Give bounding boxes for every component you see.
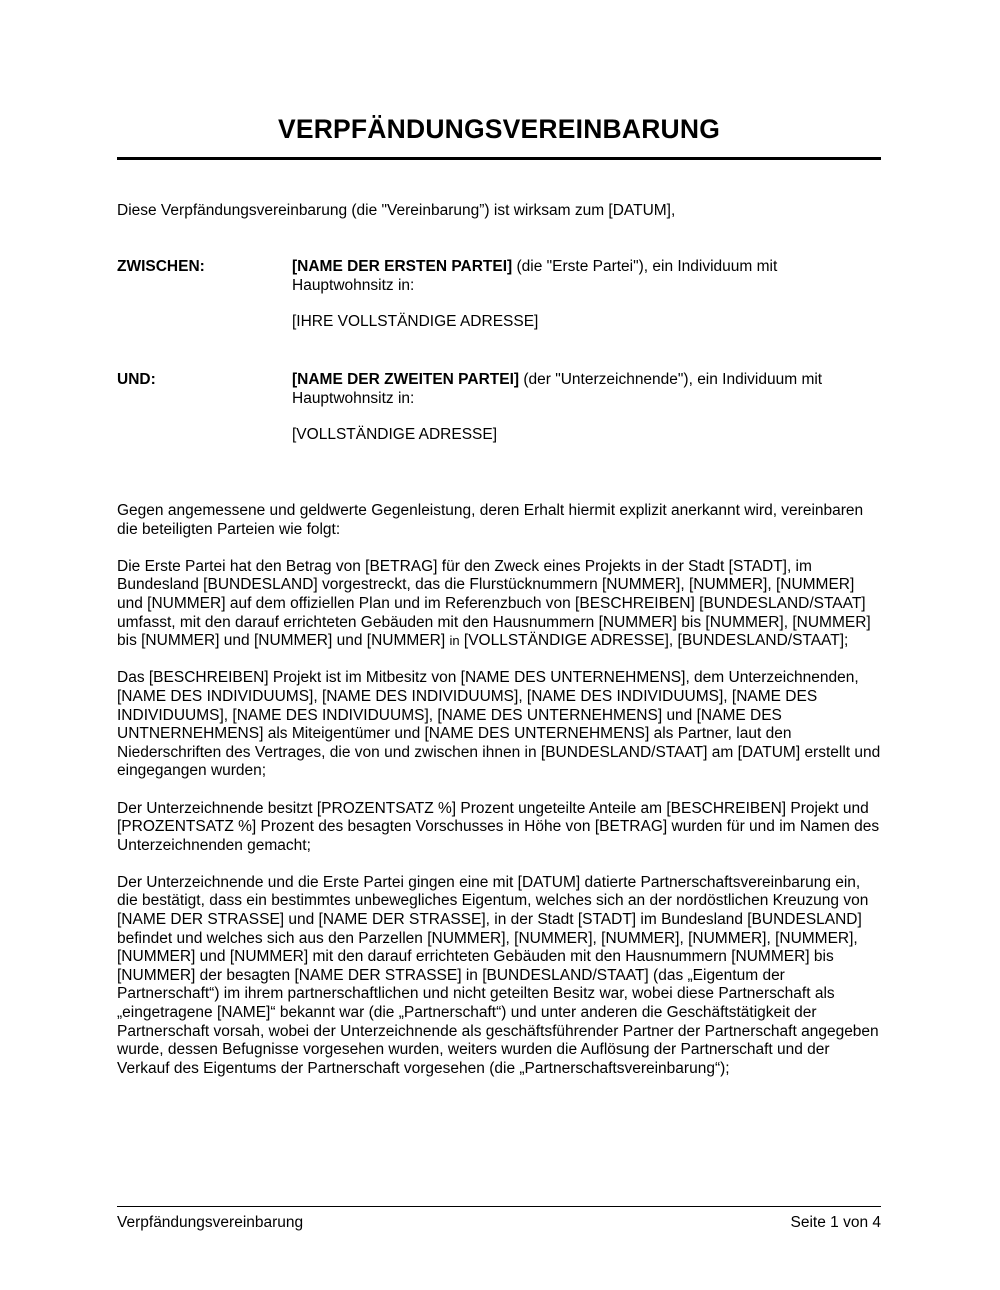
- first-party-name: [NAME DER ERSTEN PARTEI]: [292, 258, 513, 275]
- document-title: VERPFÄNDUNGSVEREINBARUNG: [277, 114, 721, 144]
- first-party-address: [IHRE VOLLSTÄNDIGE ADRESSE]: [292, 313, 539, 331]
- first-party-text: [292, 258, 881, 295]
- first-party-block: [292, 258, 881, 332]
- footer-document-name: Verpfändungsvereinbarung: [117, 1214, 304, 1231]
- second-party-address: [VOLLSTÄNDIGE ADRESSE]: [292, 426, 498, 444]
- advance-text: Die Erste Partei hat den Betrag von [BETRAG] für den Zweck eines Projekts in der Stadt [STADT], im Bundesland [BUNDESLAND] vorgestreckt, das die Flurstücknummern [NUMMER], [NUMMER], [NUMMER] und [NUMMER] auf dem offiziellen Plan und im Referenzbuch von [BESCHREIBEN] [BUNDESLAND/STAAT] umfasst, mit den darauf errichteten Gebäuden mit den Hausnummern [NUMMER] bis [NUMMER], [NUMMER] bis [NUMMER] und [NUMMER] und [NUMMER]: [117, 557, 871, 650]
- second-party-name: [NAME DER ZWEITEN PARTEI]: [292, 371, 520, 388]
- body-paragraph-co-ownership: Das [BESCHREIBEN] Projekt ist im Mitbesitz von [NAME DES UNTERNEHMENS], dem Unterzeichnenden, [NAME DES INDIVIDUUMS], [NAME DES INDIVIDUUMS], [NAME DES INDIVIDUUMS], [NAME DES INDIVIDUUMS], [NAME DES INDIVIDUUMS], [NAME DES UNTERNEHMENS] und [NAME DES UNTNERNEHMENS] als Miteigentümer und [NAME DES UNTERNEHMENS] als Partner, laut den Niederschriften des Vertrages, die von und zwischen ihnen in [BUNDESLAND/STAAT] am [DATUM] erstellt und eingegangen wurden;: [117, 669, 881, 780]
- advance-text-end: [VOLLSTÄNDIGE ADRESSE], [BUNDESLAND/STAAT];: [459, 632, 849, 650]
- intro-paragraph: Diese Verpfändungsvereinbarung (die "Vereinbarung”) ist wirksam zum [DATUM],: [117, 202, 676, 219]
- footer-page-number: Seite 1 von 4: [790, 1214, 881, 1231]
- body-paragraph-advance: [117, 558, 881, 651]
- second-party-label: UND:: [117, 371, 156, 388]
- title-divider: [117, 157, 881, 160]
- document-body: [117, 502, 881, 1097]
- second-party-block: [292, 371, 881, 445]
- second-party-text: [292, 371, 881, 408]
- body-paragraph-partnership: Der Unterzeichnende und die Erste Partei gingen eine mit [DATUM] datierte Partnerschaftsvereinbarung ein, die bestätigt, dass ein bestimmtes unbewegliches Eigentum, welches sich an der nordöstlichen Kreuzung von [NAME DER STRASSE] und [NAME DER STRASSE], in der Stadt [STADT] im Bundesland [BUNDESLAND] befindet und welches sich aus den Parzellen [NUMMER], [NUMMER], [NUMMER], [NUMMER], [NUMMER], [NUMMER] und [NUMMER] mit den darauf errichteten Gebäuden mit den Hausnummern [NUMMER] bis [NUMMER] der besagten [NAME DER STRASSE] in [BUNDESLAND/STAAT] (das „Eigentum der Partnerschaft“) im ihrem partnerschaftlichen und nicht geteilten Besitz war, wobei diese Partnerschaft als „eingetragene [NAME]“ bekannt war (die „Partnerschaft“) und unter anderen die Geschäftstätigkeit der Partnerschaft vorsah, wobei der Unterzeichnende als geschäftsführender Partner der Partnerschaft angegeben wurde, dessen Befugnisse vorgesehen wurden, weiters wurden die Auflösung der Partnerschaft und der Verkauf des Eigentums der Partnerschaft vorgesehen (die „Partnerschaftsvereinbarung“);: [117, 873, 879, 1077]
- body-paragraph-consideration: Gegen angemessene und geldwerte Gegenleistung, deren Erhalt hiermit explizit anerkannt wird, vereinbaren die beteiligten Parteien wie folgt:: [117, 502, 864, 538]
- advance-small-text: in: [449, 633, 460, 649]
- first-party-label: ZWISCHEN:: [117, 258, 205, 275]
- body-paragraph-shares: Der Unterzeichnende besitzt [PROZENTSATZ %] Prozent ungeteilte Anteile am [BESCHREIBEN] Projekt und [PROZENTSATZ %] Prozent des besagten Vorschusses in Höhe von [BETRAG] wurden für und im Namen des Unterzeichnenden gemacht;: [117, 799, 880, 854]
- footer-divider: [117, 1206, 881, 1207]
- second-party-description: (der "Unterzeichnende"), ein Individuum mit Hauptwohnsitz in:: [292, 371, 823, 407]
- first-party-description: (die "Erste Partei"), ein Individuum mit Hauptwohnsitz in:: [292, 258, 778, 294]
